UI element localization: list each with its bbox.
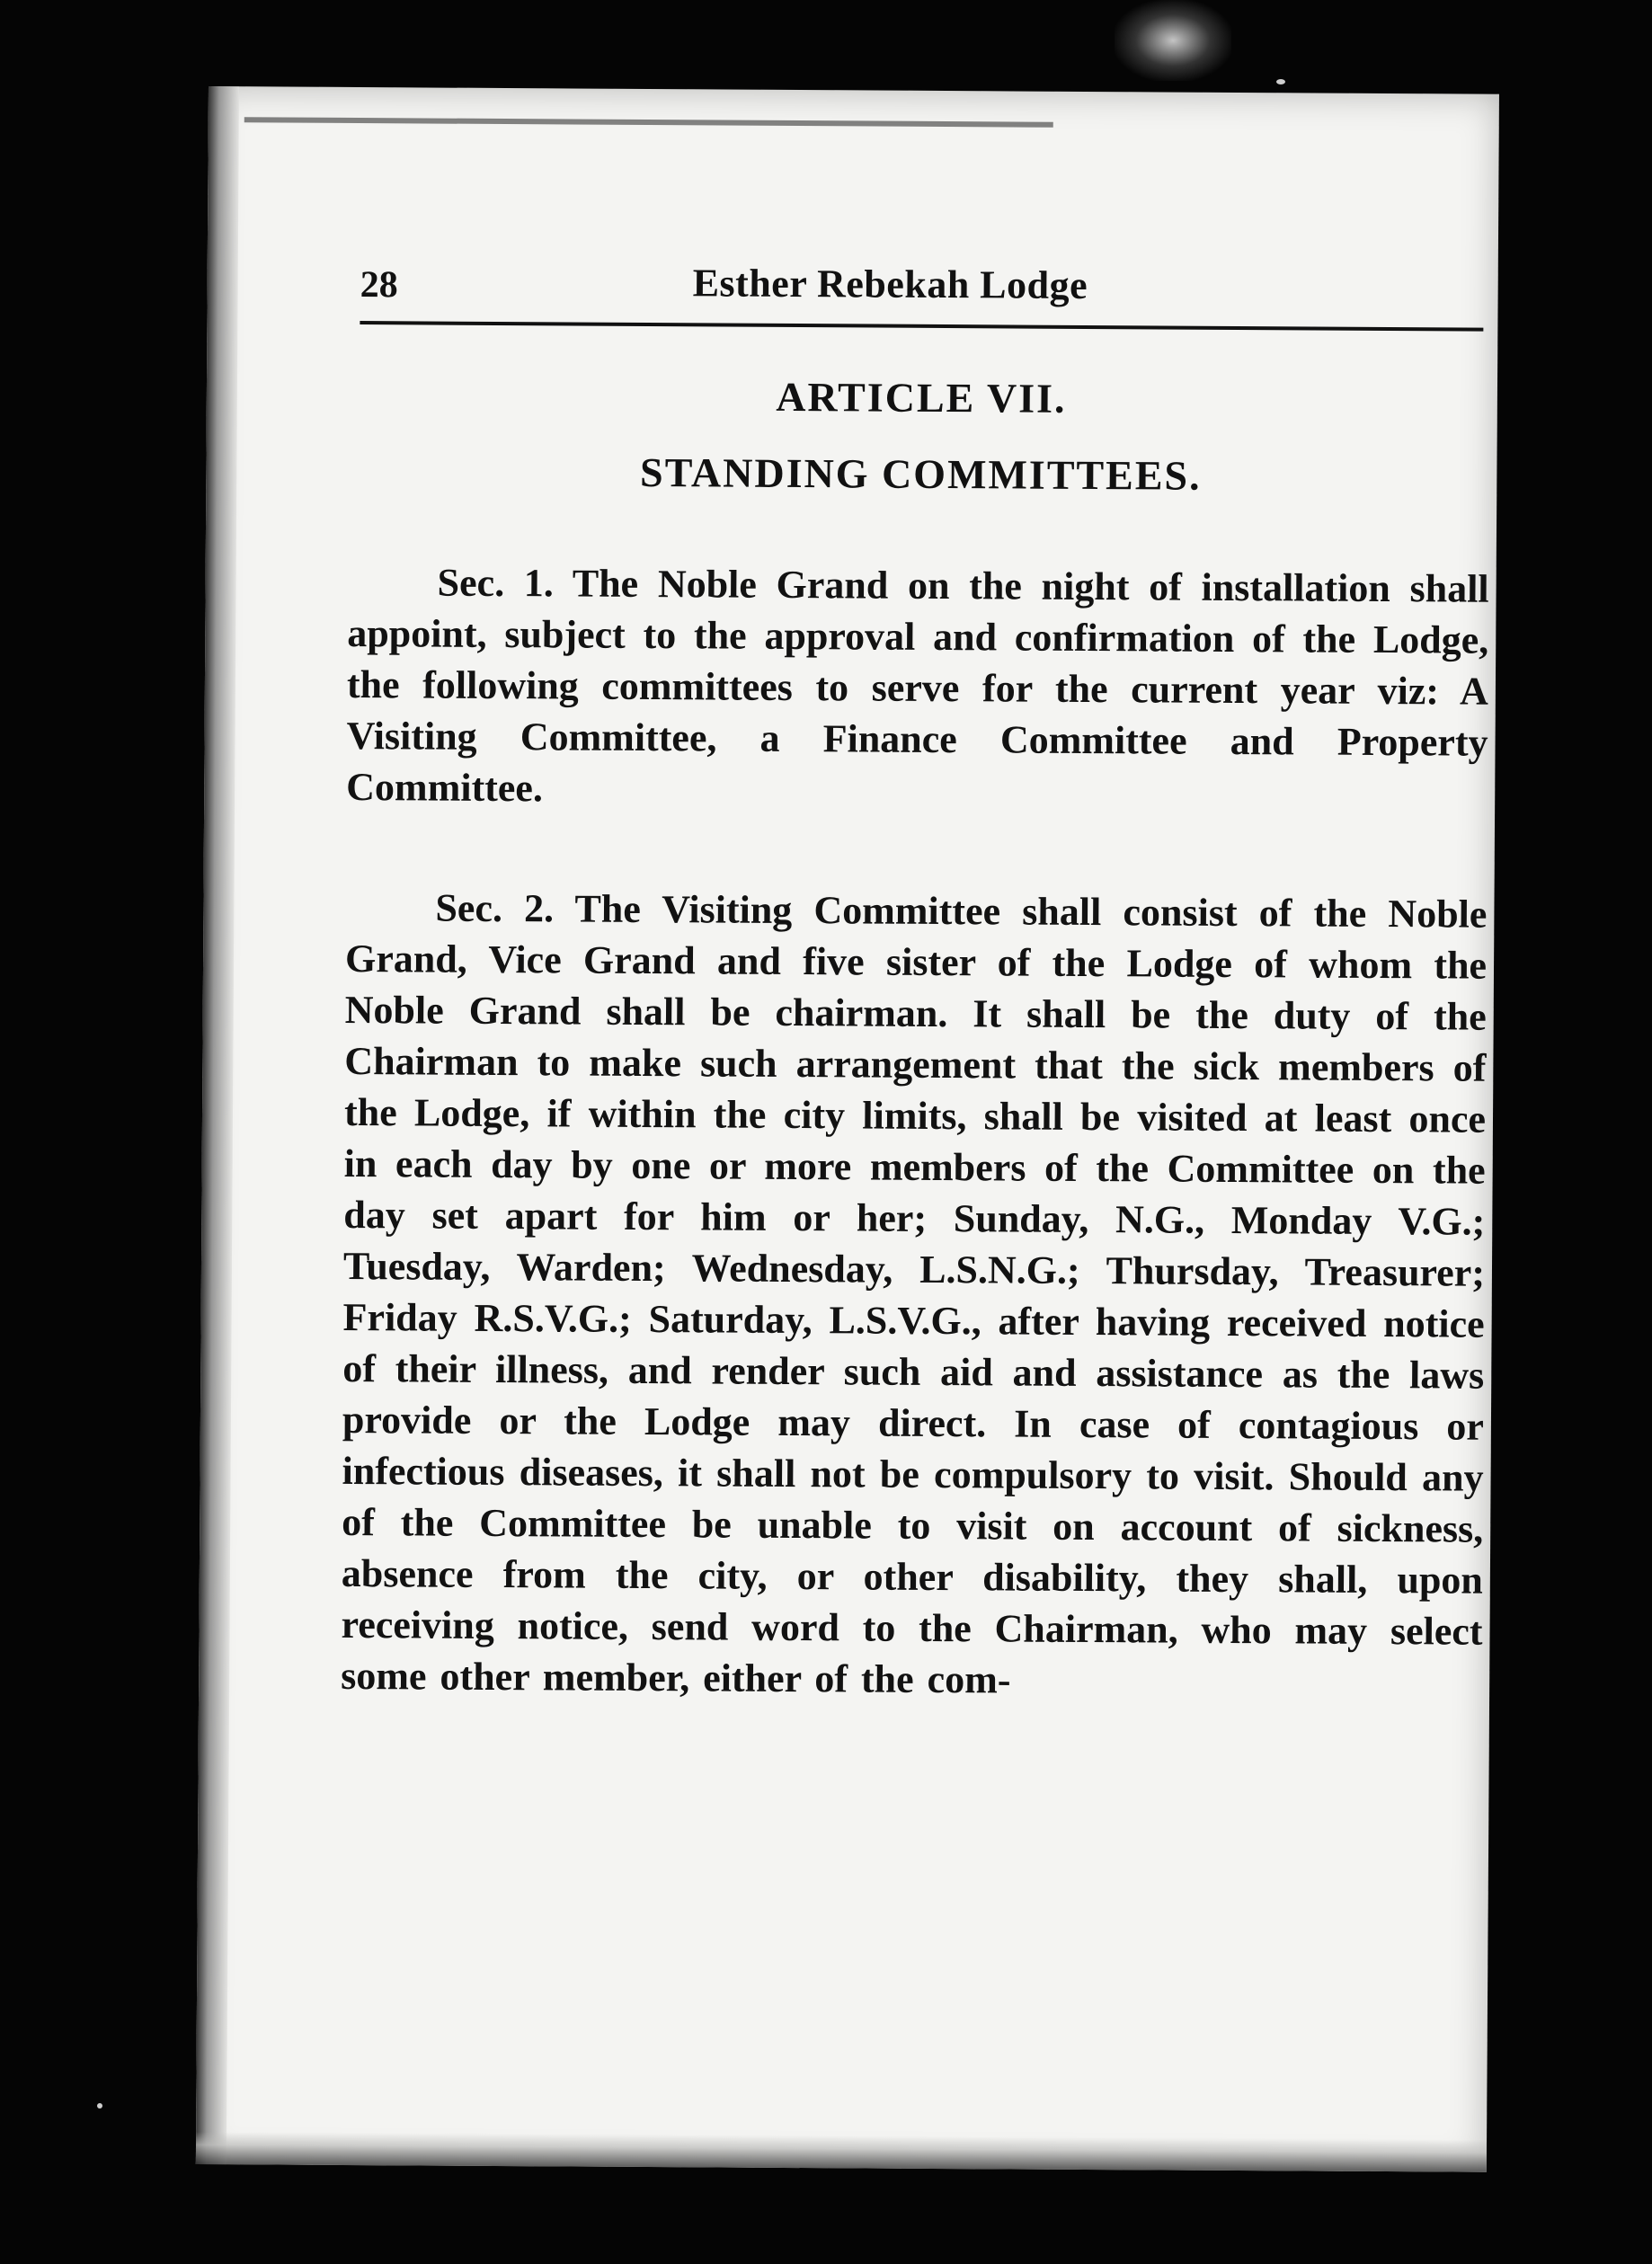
running-title: Esther Rebekah Lodge: [692, 261, 1088, 307]
page-number: 28: [360, 264, 398, 306]
section-1-paragraph: Sec. 1. The Noble Grand on the night of installation shall appoint, subject to the approval and confirmation of the Lodge, the following committees to serve for the current year viz: A Visiting Committee, a Finance Committee and Property Committee.: [346, 560, 1489, 811]
dust-speck: [97, 2103, 102, 2109]
light-glare: [1115, 0, 1231, 81]
dust-speck: [1276, 79, 1285, 84]
running-header: [360, 258, 1483, 332]
article-heading: ARTICLE VII.: [776, 373, 1067, 422]
article-title: STANDING COMMITTEES.: [639, 448, 1202, 499]
section-2-paragraph: Sec. 2. The Visiting Committee shall consist of the Noble Grand, Vice Grand and five sister of the Lodge of whom the Noble Grand shall be chairman. It shall be the duty of the Chairman to make such arrangement that the sick members of the Lodge, if within the city limits, shall be visited at least once in each day by one or more members of the Committee on the day set apart for him or her; Sunday, N.G., Monday V.G.; Tuesday, Warden; Wednesday, L.S.N.G.; Thursday, Treasurer; Friday R.S.V.G.; Saturday, L.S.V.G., after having received notice of their illness, and render such aid and assistance as the laws provide or the Lodge may direct. In case of contagious or infectious diseases, it shall not be compulsory to visit. Should any of the Committee be unable to visit on account of sickness, absence from the city, or other disability, they shall, upon receiving notice, send word to the Chairman, who may select some other member, either of the com-: [341, 885, 1488, 1702]
book-page: [196, 86, 1499, 2172]
binding-mark: [244, 86, 1053, 127]
